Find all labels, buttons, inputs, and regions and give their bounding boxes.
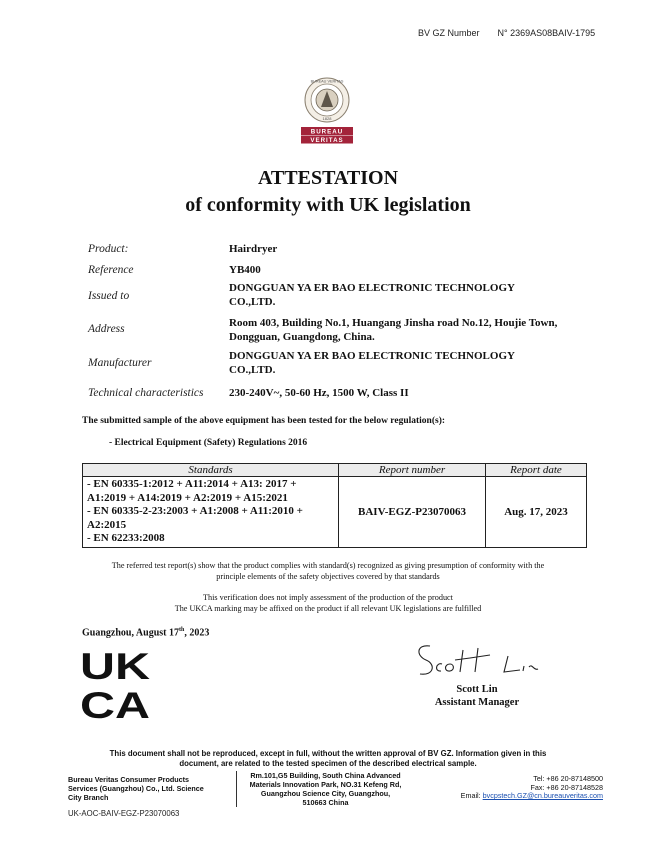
tested-regulations-intro: The submitted sample of the above equipment has been tested for the below regulation(s):	[82, 416, 446, 426]
technical-characteristics-label: Technical characteristics	[88, 387, 204, 399]
footer-company-line: Services (Guangzhou) Co., Ltd. Science	[68, 784, 204, 793]
footer-company-line: Bureau Veritas Consumer Products	[68, 775, 190, 784]
footer-email-label: Email:	[460, 791, 483, 800]
standards-header: Standards	[83, 464, 339, 477]
reference-value: YB400	[229, 264, 261, 276]
place-date-year: , 2023	[184, 627, 210, 639]
standards-cell	[83, 477, 339, 548]
standard-line: A2:2015	[87, 518, 127, 531]
handwritten-signature	[408, 634, 548, 684]
issued-to-label: Issued to	[88, 290, 130, 302]
compliance-note	[60, 561, 596, 582]
signer-title: Assistant Manager	[434, 697, 520, 708]
footer-divider	[236, 771, 237, 807]
issued-to-value: DONGGUAN YA ER BAO ELECTRONIC TECHNOLOGY CO.,LTD.	[229, 282, 515, 308]
technical-characteristics-value: 230-240V~, 50-60 Hz, 1500 W, Class II	[229, 387, 409, 399]
report-date-cell: Aug. 17, 2023	[486, 477, 587, 548]
ukca-mark-line1: UK	[80, 648, 151, 687]
place-date-prefix: Guangzhou, August 17	[82, 627, 179, 639]
reference-label: Reference	[88, 264, 134, 276]
logo-word-veritas: VERITAS	[310, 137, 344, 144]
signer-name: Scott Lin	[456, 684, 498, 695]
document-reference: UK-AOC-BAIV-EGZ-P23070063	[68, 809, 180, 818]
table-row	[83, 477, 587, 548]
standard-line: - EN 62233:2008	[87, 532, 165, 544]
footer-email-link[interactable]: bvcpstech.GZ@cn.bureauveritas.com	[482, 791, 603, 800]
bureau-veritas-logo	[297, 76, 357, 144]
footer-email-line	[430, 792, 603, 801]
report-number-cell: BAIV-EGZ-P23070063	[339, 477, 486, 548]
logo-ring-text: BUREAU VERITAS	[310, 79, 344, 84]
place-date	[82, 627, 209, 638]
attestation-title: ATTESTATION	[257, 167, 399, 189]
footer-address-line: Materials Innovation Park, NO.31 Kefeng Rd,	[249, 780, 402, 789]
disclaimer-line: This document shall not be reproduced, except in full, without the written approval of BV GZ. Information given in this	[109, 749, 547, 758]
product-value: Hairdryer	[229, 243, 278, 255]
compliance-note-line: principle elements of the safety objectives covered by that standards	[216, 571, 440, 581]
ukca-note-line: The UKCA marking may be affixed on the product if all relevant UK legislations are fulfilled	[174, 603, 482, 613]
footer-fax: Fax: +86 20-87148528	[530, 782, 603, 792]
product-label: Product:	[88, 243, 129, 255]
regulation-item: - Electrical Equipment (Safety) Regulations 2016	[109, 438, 308, 448]
ukca-note-line: This verification does not imply assessment of the production of the product	[203, 593, 453, 602]
disclaimer	[86, 749, 570, 768]
footer-address	[238, 771, 413, 807]
bv-number-value: N° 2369AS08BAIV-1795	[497, 28, 596, 38]
logo-year: 1828	[322, 116, 332, 121]
manufacturer-label: Manufacturer	[88, 357, 152, 369]
ukca-mark	[80, 648, 152, 720]
address-value: Room 403, Building No.1, Huangang Jinsha road No.12, Houjie Town, Dongguan, Guangdong, China.	[229, 317, 558, 343]
manufacturer-value: DONGGUAN YA ER BAO ELECTRONIC TECHNOLOGY CO.,LTD.	[229, 350, 515, 376]
footer-address-line: Rm.101,G5 Building, South China Advanced	[250, 771, 401, 780]
logo-word-bureau: BUREAU	[310, 128, 344, 136]
footer-tel: Tel: +86 20-87148500	[533, 774, 603, 783]
address-label: Address	[88, 323, 125, 335]
bv-number-line	[418, 28, 595, 38]
footer-address-line: Guangzhou Science City, Guangzhou,	[260, 789, 391, 798]
footer-contact	[430, 775, 603, 801]
attestation-subtitle: of conformity with UK legislation	[185, 194, 471, 216]
bv-number-label: BV GZ Number	[418, 28, 480, 38]
ukca-mark-line2: CA	[80, 685, 150, 720]
ukca-note	[60, 593, 596, 614]
place-date-suffix: th	[178, 627, 185, 633]
report-date-header: Report date	[486, 464, 587, 477]
standard-line: - EN 60335-2-23:2003 + A1:2008 + A11:2010 +	[87, 505, 303, 517]
footer-company	[68, 775, 238, 802]
footer-company-line: City Branch	[68, 793, 109, 802]
standards-table	[82, 463, 587, 548]
report-number-header: Report number	[339, 464, 486, 477]
disclaimer-line: document, are related to the tested specimen of the described electrical sample.	[179, 758, 477, 768]
standard-line: A1:2019 + A14:2019 + A2:2019 + A15:2021	[87, 491, 288, 504]
footer-address-line: 510663 China	[302, 798, 349, 807]
standard-line: - EN 60335-1:2012 + A11:2014 + A13: 2017 +	[87, 478, 297, 490]
compliance-note-line: The referred test report(s) show that the product complies with standard(s) recognized as giving presumption of conformity with the	[111, 561, 545, 570]
